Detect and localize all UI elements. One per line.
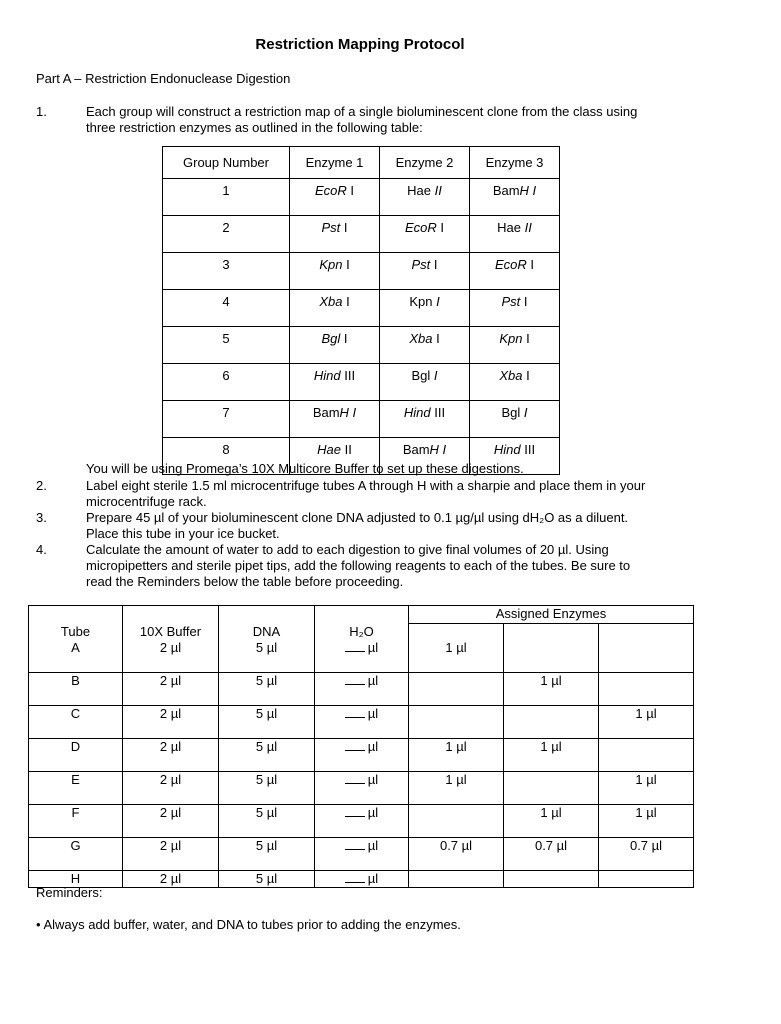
group-number-cell: 1 xyxy=(163,179,290,216)
enzyme-name-part: Pst xyxy=(321,220,341,235)
reminder-item: • Always add buffer, water, and DNA to tubes prior to adding the enzymes. xyxy=(36,917,461,932)
water-blank-line xyxy=(345,739,365,751)
step-2-line-1: Label eight sterile 1.5 ml microcentrifuge tubes A through H with a sharpie and place them in your xyxy=(86,478,646,493)
assigned-enzyme-cell: 1 µl xyxy=(599,705,694,738)
assigned-enzyme-cell xyxy=(409,870,504,887)
buffer-note: You will be using Promega’s 10X Multicore Buffer to set up these digestions. xyxy=(86,461,524,476)
assigned-enzyme-cell: 1 µl xyxy=(409,640,504,673)
enzyme-numeral-part: I xyxy=(432,331,440,346)
water-unit: µl xyxy=(367,639,379,655)
page-title: Restriction Mapping Protocol xyxy=(255,36,465,53)
step-2-line-2: microcentrifuge rack. xyxy=(86,494,207,509)
digestion-row xyxy=(29,640,694,673)
enzyme-name-part: Xba xyxy=(319,294,343,309)
enzyme-numeral-part: H I xyxy=(339,405,357,420)
header-dna: DNA xyxy=(219,624,315,640)
water-blank-line xyxy=(345,805,365,817)
enzyme-name-part: Xba xyxy=(409,331,433,346)
digestion-row xyxy=(29,705,694,738)
enzyme-numeral-part: I xyxy=(526,257,535,272)
enzyme-numeral-part: III xyxy=(340,368,356,383)
assigned-enzyme-cell xyxy=(504,705,599,738)
enzyme-cell-e3 xyxy=(470,290,560,327)
enzyme-assignment-table xyxy=(162,146,560,475)
water-unit: µl xyxy=(367,771,379,787)
water-blank-line xyxy=(345,673,365,685)
enzyme-numeral-part: I xyxy=(430,257,438,272)
buffer-volume-cell: 2 µl xyxy=(123,804,219,837)
enzyme-numeral-part: I xyxy=(436,294,440,309)
assigned-enzyme-cell xyxy=(409,705,504,738)
enzyme-cell-e1 xyxy=(290,327,380,364)
enzyme-cell-e2 xyxy=(380,216,470,253)
dna-volume-cell: 5 µl xyxy=(219,837,315,870)
tube-label-cell: G xyxy=(29,837,123,870)
assigned-enzyme-cell: 1 µl xyxy=(599,804,694,837)
digestion-row xyxy=(29,870,694,887)
enzyme-table-row xyxy=(163,216,560,253)
water-volume-cell xyxy=(315,672,409,705)
enzyme-cell-e1 xyxy=(290,179,380,216)
enzyme-table-row xyxy=(163,290,560,327)
step-4-line-1: Calculate the amount of water to add to each digestion to give final volumes of 20 µl. Using xyxy=(86,542,609,557)
step-4-line-3: read the Reminders below the table before proceeding. xyxy=(86,574,404,589)
enzyme-cell-e3 xyxy=(470,364,560,401)
buffer-volume-cell: 2 µl xyxy=(123,870,219,887)
header-10x-buffer: 10X Buffer xyxy=(123,624,219,640)
enzyme-cell-e2 xyxy=(380,179,470,216)
enzyme-cell-e2 xyxy=(380,401,470,438)
enzyme-cell-e1 xyxy=(290,216,380,253)
enzyme-table-row xyxy=(163,327,560,364)
step-4-number: 4. xyxy=(36,542,47,557)
enzyme-numeral-part: III xyxy=(520,442,536,457)
step-3-line-1: Prepare 45 µl of your bioluminescent clone DNA adjusted to 0.1 µg/µl using dH₂O as a diluent. xyxy=(86,510,629,525)
assigned-enzyme-cell xyxy=(599,640,694,673)
enzyme-cell-e2 xyxy=(380,253,470,290)
group-number-cell: 8 xyxy=(163,438,290,475)
assigned-enzyme-cell xyxy=(599,672,694,705)
enzyme-numeral-part: II xyxy=(434,183,442,198)
enzyme-name-part: EcoR xyxy=(404,220,437,235)
enzyme-cell-e3 xyxy=(470,327,560,364)
dna-volume-cell: 5 µl xyxy=(219,870,315,887)
water-volume-cell xyxy=(315,738,409,771)
enzyme-name-part: Hind xyxy=(313,368,341,383)
tube-label-cell: F xyxy=(29,804,123,837)
tube-label-cell: A xyxy=(29,640,123,673)
water-volume-cell xyxy=(315,804,409,837)
water-unit: µl xyxy=(367,738,379,754)
step-1-number: 1. xyxy=(36,104,47,119)
tube-label-cell: C xyxy=(29,705,123,738)
enzyme-name-part: Hae xyxy=(497,220,525,235)
enzyme-cell-e2 xyxy=(380,290,470,327)
water-unit: µl xyxy=(367,870,379,886)
group-number-cell: 5 xyxy=(163,327,290,364)
enzyme-table-row xyxy=(163,253,560,290)
enzyme-name-part: Pst xyxy=(501,294,521,309)
water-unit: µl xyxy=(367,672,379,688)
enzyme-numeral-part: I xyxy=(340,331,348,346)
enzyme-name-part: Bam xyxy=(312,405,340,420)
enzyme-cell-e1 xyxy=(290,290,380,327)
enzyme-table-header-row xyxy=(163,147,560,179)
enzyme-numeral-part: I xyxy=(522,331,530,346)
enzyme-numeral-part: I xyxy=(340,220,348,235)
enzyme-numeral-part: I xyxy=(523,405,528,420)
buffer-volume-cell: 2 µl xyxy=(123,837,219,870)
enzyme-name-part: EcoR xyxy=(494,257,527,272)
enzyme-name-part: Bam xyxy=(402,442,430,457)
header-enzyme-2: Enzyme 2 xyxy=(380,147,470,179)
group-number-cell: 2 xyxy=(163,216,290,253)
digestion-header-row-1 xyxy=(29,606,694,624)
enzyme-name-part: Bgl xyxy=(501,405,524,420)
enzyme-name-part: Pst xyxy=(411,257,431,272)
buffer-volume-cell: 2 µl xyxy=(123,738,219,771)
enzyme-cell-e2 xyxy=(380,327,470,364)
assigned-enzyme-cell: 1 µl xyxy=(409,771,504,804)
assigned-enzyme-cell: 1 µl xyxy=(599,771,694,804)
header-tube: Tube xyxy=(29,624,123,640)
step-1-line-1: Each group will construct a restriction map of a single bioluminescent clone from the class using xyxy=(86,104,638,119)
dna-volume-cell: 5 µl xyxy=(219,640,315,673)
enzyme-table-row xyxy=(163,179,560,216)
group-number-cell: 3 xyxy=(163,253,290,290)
header-water: H₂O xyxy=(315,624,409,640)
digestion-header-row-2 xyxy=(29,624,694,640)
group-number-cell: 6 xyxy=(163,364,290,401)
assigned-enzyme-cell: 0.7 µl xyxy=(599,837,694,870)
enzyme-numeral-part: II xyxy=(341,442,352,457)
enzyme-name-part: Hind xyxy=(493,442,521,457)
header-enzyme-3: Enzyme 3 xyxy=(470,147,560,179)
enzyme-name-part: Bgl xyxy=(411,368,434,383)
assigned-enzyme-cell xyxy=(409,672,504,705)
water-blank-line xyxy=(345,838,365,850)
enzyme-numeral-part: I xyxy=(522,368,530,383)
water-unit: µl xyxy=(367,837,379,853)
enzyme-cell-e3 xyxy=(470,179,560,216)
enzyme-table-row xyxy=(163,401,560,438)
water-blank-line xyxy=(345,772,365,784)
enzyme-name-part: Hae xyxy=(317,442,341,457)
enzyme-cell-e1 xyxy=(290,364,380,401)
enzyme-numeral-part: I xyxy=(520,294,528,309)
tube-label-cell: E xyxy=(29,771,123,804)
enzyme-numeral-part: H I xyxy=(519,183,537,198)
water-volume-cell xyxy=(315,771,409,804)
water-blank-line xyxy=(345,706,365,718)
enzyme-table-row xyxy=(163,364,560,401)
header-group-number: Group Number xyxy=(163,147,290,179)
assigned-enzyme-cell xyxy=(409,804,504,837)
assigned-enzyme-cell: 0.7 µl xyxy=(409,837,504,870)
enzyme-name-part: Bam xyxy=(492,183,520,198)
digestion-row xyxy=(29,771,694,804)
assigned-enzyme-cell: 1 µl xyxy=(409,738,504,771)
dna-volume-cell: 5 µl xyxy=(219,672,315,705)
enzyme-name-part: Hae xyxy=(407,183,435,198)
tube-label-cell: H xyxy=(29,870,123,887)
digestion-setup-table xyxy=(28,605,694,888)
step-2-number: 2. xyxy=(36,478,47,493)
group-number-cell: 7 xyxy=(163,401,290,438)
buffer-volume-cell: 2 µl xyxy=(123,771,219,804)
enzyme-numeral-part: I xyxy=(433,368,438,383)
water-blank-line xyxy=(345,640,365,652)
water-blank-line xyxy=(345,871,365,883)
enzyme-name-part: Xba xyxy=(499,368,523,383)
section-heading-part-a: Part A – Restriction Endonuclease Digestion xyxy=(36,71,291,86)
step-1-line-2: three restriction enzymes as outlined in the following table: xyxy=(86,120,423,135)
group-number-cell: 4 xyxy=(163,290,290,327)
buffer-volume-cell: 2 µl xyxy=(123,705,219,738)
step-4-line-2: micropipetters and sterile pipet tips, add the following reagents to each of the tubes. Be sure to xyxy=(86,558,631,573)
assigned-enzyme-cell: 0.7 µl xyxy=(504,837,599,870)
digestion-row xyxy=(29,804,694,837)
water-volume-cell xyxy=(315,870,409,887)
enzyme-name-part: Hind xyxy=(403,405,431,420)
enzyme-name-part: Bgl xyxy=(321,331,341,346)
enzyme-numeral-part: II xyxy=(524,220,532,235)
enzyme-name-part: Kpn xyxy=(499,331,523,346)
enzyme-cell-e3 xyxy=(470,216,560,253)
buffer-volume-cell: 2 µl xyxy=(123,672,219,705)
assigned-enzyme-cell xyxy=(504,870,599,887)
water-volume-cell xyxy=(315,837,409,870)
assigned-enzyme-cell: 1 µl xyxy=(504,738,599,771)
enzyme-cell-e3 xyxy=(470,253,560,290)
header-enzyme-1: Enzyme 1 xyxy=(290,147,380,179)
assigned-enzyme-cell: 1 µl xyxy=(504,672,599,705)
enzyme-numeral-part: H I xyxy=(429,442,447,457)
enzyme-cell-e1 xyxy=(290,253,380,290)
enzyme-name-part: EcoR xyxy=(314,183,347,198)
dna-volume-cell: 5 µl xyxy=(219,804,315,837)
enzyme-numeral-part: I xyxy=(436,220,445,235)
dna-volume-cell: 5 µl xyxy=(219,771,315,804)
enzyme-name-part: Kpn xyxy=(319,257,343,272)
digestion-row xyxy=(29,837,694,870)
assigned-enzyme-cell xyxy=(504,640,599,673)
water-volume-cell xyxy=(315,705,409,738)
water-volume-cell xyxy=(315,640,409,673)
reminders-heading: Reminders: xyxy=(36,885,103,900)
step-3-line-2: Place this tube in your ice bucket. xyxy=(86,526,280,541)
dna-volume-cell: 5 µl xyxy=(219,705,315,738)
dna-volume-cell: 5 µl xyxy=(219,738,315,771)
buffer-volume-cell: 2 µl xyxy=(123,640,219,673)
enzyme-name-part: Kpn xyxy=(409,294,437,309)
water-unit: µl xyxy=(367,804,379,820)
enzyme-numeral-part: I xyxy=(342,294,350,309)
assigned-enzyme-cell xyxy=(504,771,599,804)
enzyme-cell-e1 xyxy=(290,401,380,438)
water-unit: µl xyxy=(367,705,379,721)
assigned-enzyme-cell: 1 µl xyxy=(504,804,599,837)
digestion-row xyxy=(29,738,694,771)
enzyme-numeral-part: I xyxy=(346,183,355,198)
enzyme-numeral-part: III xyxy=(430,405,446,420)
tube-label-cell: B xyxy=(29,672,123,705)
enzyme-numeral-part: I xyxy=(342,257,350,272)
assigned-enzyme-cell xyxy=(599,738,694,771)
step-3-number: 3. xyxy=(36,510,47,525)
tube-label-cell: D xyxy=(29,738,123,771)
enzyme-cell-e3 xyxy=(470,401,560,438)
enzyme-cell-e2 xyxy=(380,364,470,401)
assigned-enzymes-header: Assigned Enzymes xyxy=(409,606,694,624)
digestion-row xyxy=(29,672,694,705)
assigned-enzyme-cell xyxy=(599,870,694,887)
